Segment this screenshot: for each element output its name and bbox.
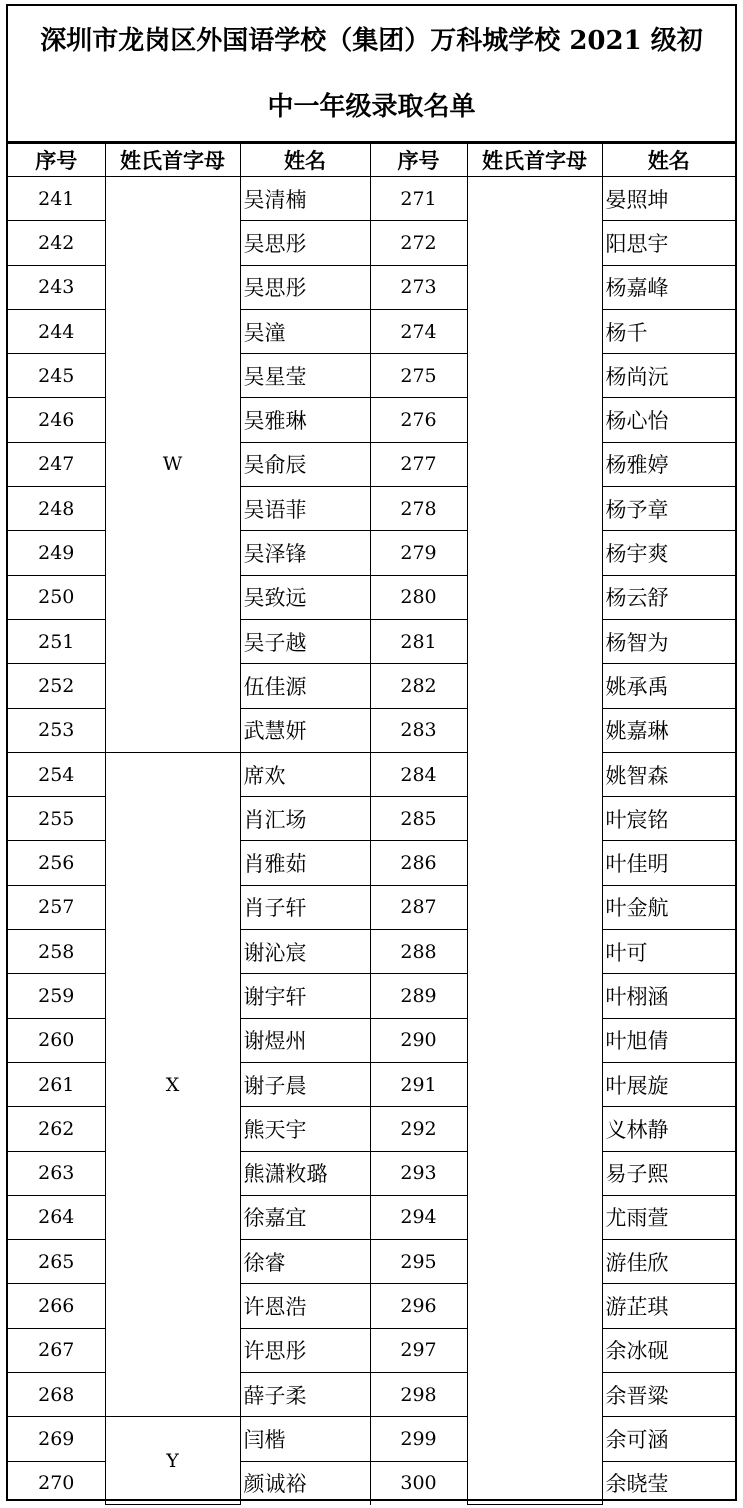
student-name-cell: 吴星莹 (240, 354, 370, 398)
student-name-cell: 叶佳明 (602, 841, 735, 885)
seq-cell: 250 (8, 575, 105, 619)
student-name-cell: 肖子轩 (240, 885, 370, 929)
seq-cell: 290 (370, 1018, 467, 1062)
surname-initial-cell: W (105, 177, 240, 753)
header-initial-left: 姓氏首字母 (105, 144, 240, 177)
student-name-cell: 吴子越 (240, 619, 370, 663)
student-name-cell: 谢子晨 (240, 1062, 370, 1106)
seq-cell: 243 (8, 265, 105, 309)
seq-cell: 286 (370, 841, 467, 885)
seq-cell: 274 (370, 309, 467, 353)
student-name-cell: 余晓莹 (602, 1461, 735, 1505)
seq-cell: 292 (370, 1107, 467, 1151)
student-name-cell: 阳思宇 (602, 221, 735, 265)
surname-initial-cell: X (105, 752, 240, 1416)
student-name-cell: 吴泽锋 (240, 531, 370, 575)
seq-cell: 257 (8, 885, 105, 929)
student-name-cell: 颜诚裕 (240, 1461, 370, 1505)
student-name-cell: 叶金航 (602, 885, 735, 929)
student-name-cell: 杨雅婷 (602, 442, 735, 486)
seq-cell: 244 (8, 309, 105, 353)
student-name-cell: 游佳欣 (602, 1240, 735, 1284)
seq-cell: 253 (8, 708, 105, 752)
student-name-cell: 闫楷 (240, 1417, 370, 1461)
seq-cell: 284 (370, 752, 467, 796)
seq-cell: 291 (370, 1062, 467, 1106)
student-name-cell: 徐嘉宜 (240, 1195, 370, 1239)
seq-cell: 294 (370, 1195, 467, 1239)
seq-cell: 247 (8, 442, 105, 486)
seq-cell: 262 (8, 1107, 105, 1151)
header-seq-right: 序号 (370, 144, 467, 177)
admission-list-sheet (6, 4, 737, 1501)
student-name-cell: 姚承禹 (602, 664, 735, 708)
student-name-cell: 杨千 (602, 309, 735, 353)
student-name-cell: 余可涵 (602, 1417, 735, 1461)
student-name-cell: 吴语菲 (240, 487, 370, 531)
seq-cell: 246 (8, 398, 105, 442)
student-name-cell: 姚智森 (602, 752, 735, 796)
seq-cell: 293 (370, 1151, 467, 1195)
student-name-cell: 吴俞辰 (240, 442, 370, 486)
seq-cell: 266 (8, 1284, 105, 1328)
seq-cell: 278 (370, 487, 467, 531)
seq-cell: 287 (370, 885, 467, 929)
document-title (8, 6, 735, 143)
seq-cell: 281 (370, 619, 467, 663)
seq-cell: 268 (8, 1373, 105, 1417)
student-name-cell: 易子熙 (602, 1151, 735, 1195)
student-name-cell: 叶宸铭 (602, 797, 735, 841)
seq-cell: 295 (370, 1240, 467, 1284)
student-name-cell: 武慧妍 (240, 708, 370, 752)
student-name-cell: 杨宇爽 (602, 531, 735, 575)
student-name-cell: 伍佳源 (240, 664, 370, 708)
student-name-cell: 肖雅茹 (240, 841, 370, 885)
student-name-cell: 余冰砚 (602, 1328, 735, 1372)
seq-cell: 260 (8, 1018, 105, 1062)
seq-cell: 263 (8, 1151, 105, 1195)
student-name-cell: 游芷琪 (602, 1284, 735, 1328)
student-name-cell: 谢宇轩 (240, 974, 370, 1018)
student-name-cell: 余晋粱 (602, 1373, 735, 1417)
student-name-cell: 吴清楠 (240, 177, 370, 221)
seq-cell: 300 (370, 1461, 467, 1505)
seq-cell: 251 (8, 619, 105, 663)
student-name-cell: 叶展旋 (602, 1062, 735, 1106)
student-name-cell: 叶栩涵 (602, 974, 735, 1018)
seq-cell: 267 (8, 1328, 105, 1372)
seq-cell: 269 (8, 1417, 105, 1461)
student-name-cell: 杨尚沅 (602, 354, 735, 398)
student-name-cell: 姚嘉琳 (602, 708, 735, 752)
student-name-cell: 许思彤 (240, 1328, 370, 1372)
seq-cell: 261 (8, 1062, 105, 1106)
student-name-cell: 叶可 (602, 930, 735, 974)
seq-cell: 279 (370, 531, 467, 575)
student-name-cell: 吴雅琳 (240, 398, 370, 442)
student-name-cell: 熊天宇 (240, 1107, 370, 1151)
student-name-cell: 杨智为 (602, 619, 735, 663)
seq-cell: 271 (370, 177, 467, 221)
table-header-row (8, 144, 735, 177)
student-name-cell: 杨心怡 (602, 398, 735, 442)
seq-cell: 248 (8, 487, 105, 531)
student-name-cell: 晏照坤 (602, 177, 735, 221)
seq-cell: 298 (370, 1373, 467, 1417)
seq-cell: 259 (8, 974, 105, 1018)
table-body (8, 177, 735, 1505)
seq-cell: 255 (8, 797, 105, 841)
student-name-cell: 谢沁宸 (240, 930, 370, 974)
header-name-right: 姓名 (602, 144, 735, 177)
title-line-2: 中一年级录取名单 (267, 91, 476, 122)
seq-cell: 242 (8, 221, 105, 265)
student-name-cell: 许恩浩 (240, 1284, 370, 1328)
seq-cell: 289 (370, 974, 467, 1018)
seq-cell: 270 (8, 1461, 105, 1505)
seq-cell: 285 (370, 797, 467, 841)
student-name-cell: 叶旭倩 (602, 1018, 735, 1062)
header-seq-left: 序号 (8, 144, 105, 177)
student-name-cell: 吴潼 (240, 309, 370, 353)
student-name-cell: 义林静 (602, 1107, 735, 1151)
student-name-cell: 吴致远 (240, 575, 370, 619)
seq-cell: 258 (8, 930, 105, 974)
seq-cell: 297 (370, 1328, 467, 1372)
surname-initial-cell: Y (105, 1417, 240, 1505)
student-name-cell: 吴思彤 (240, 221, 370, 265)
seq-cell: 288 (370, 930, 467, 974)
seq-cell: 296 (370, 1284, 467, 1328)
student-name-cell: 杨嘉峰 (602, 265, 735, 309)
seq-cell: 282 (370, 664, 467, 708)
student-name-cell: 薛子柔 (240, 1373, 370, 1417)
seq-cell: 277 (370, 442, 467, 486)
student-name-cell: 熊潇敉璐 (240, 1151, 370, 1195)
seq-cell: 283 (370, 708, 467, 752)
table-row (8, 1417, 735, 1461)
seq-cell: 245 (8, 354, 105, 398)
table-row (8, 177, 735, 221)
header-initial-right: 姓氏首字母 (467, 144, 602, 177)
admission-table (8, 143, 735, 1505)
seq-cell: 254 (8, 752, 105, 796)
seq-cell: 249 (8, 531, 105, 575)
seq-cell: 252 (8, 664, 105, 708)
student-name-cell: 徐睿 (240, 1240, 370, 1284)
seq-cell: 299 (370, 1417, 467, 1461)
seq-cell: 276 (370, 398, 467, 442)
student-name-cell: 吴思彤 (240, 265, 370, 309)
seq-cell: 265 (8, 1240, 105, 1284)
student-name-cell: 席欢 (240, 752, 370, 796)
seq-cell: 241 (8, 177, 105, 221)
student-name-cell: 肖汇场 (240, 797, 370, 841)
seq-cell: 280 (370, 575, 467, 619)
student-name-cell: 尤雨萱 (602, 1195, 735, 1239)
student-name-cell: 杨予章 (602, 487, 735, 531)
table-row (8, 752, 735, 796)
header-name-left: 姓名 (240, 144, 370, 177)
student-name-cell: 杨云舒 (602, 575, 735, 619)
seq-cell: 275 (370, 354, 467, 398)
student-name-cell: 谢煜州 (240, 1018, 370, 1062)
seq-cell: 264 (8, 1195, 105, 1239)
seq-cell: 256 (8, 841, 105, 885)
seq-cell: 273 (370, 265, 467, 309)
surname-initial-cell (467, 177, 602, 1505)
title-line-1: 深圳市龙岗区外国语学校（集团）万科城学校 2021 级初 (40, 25, 703, 56)
seq-cell: 272 (370, 221, 467, 265)
